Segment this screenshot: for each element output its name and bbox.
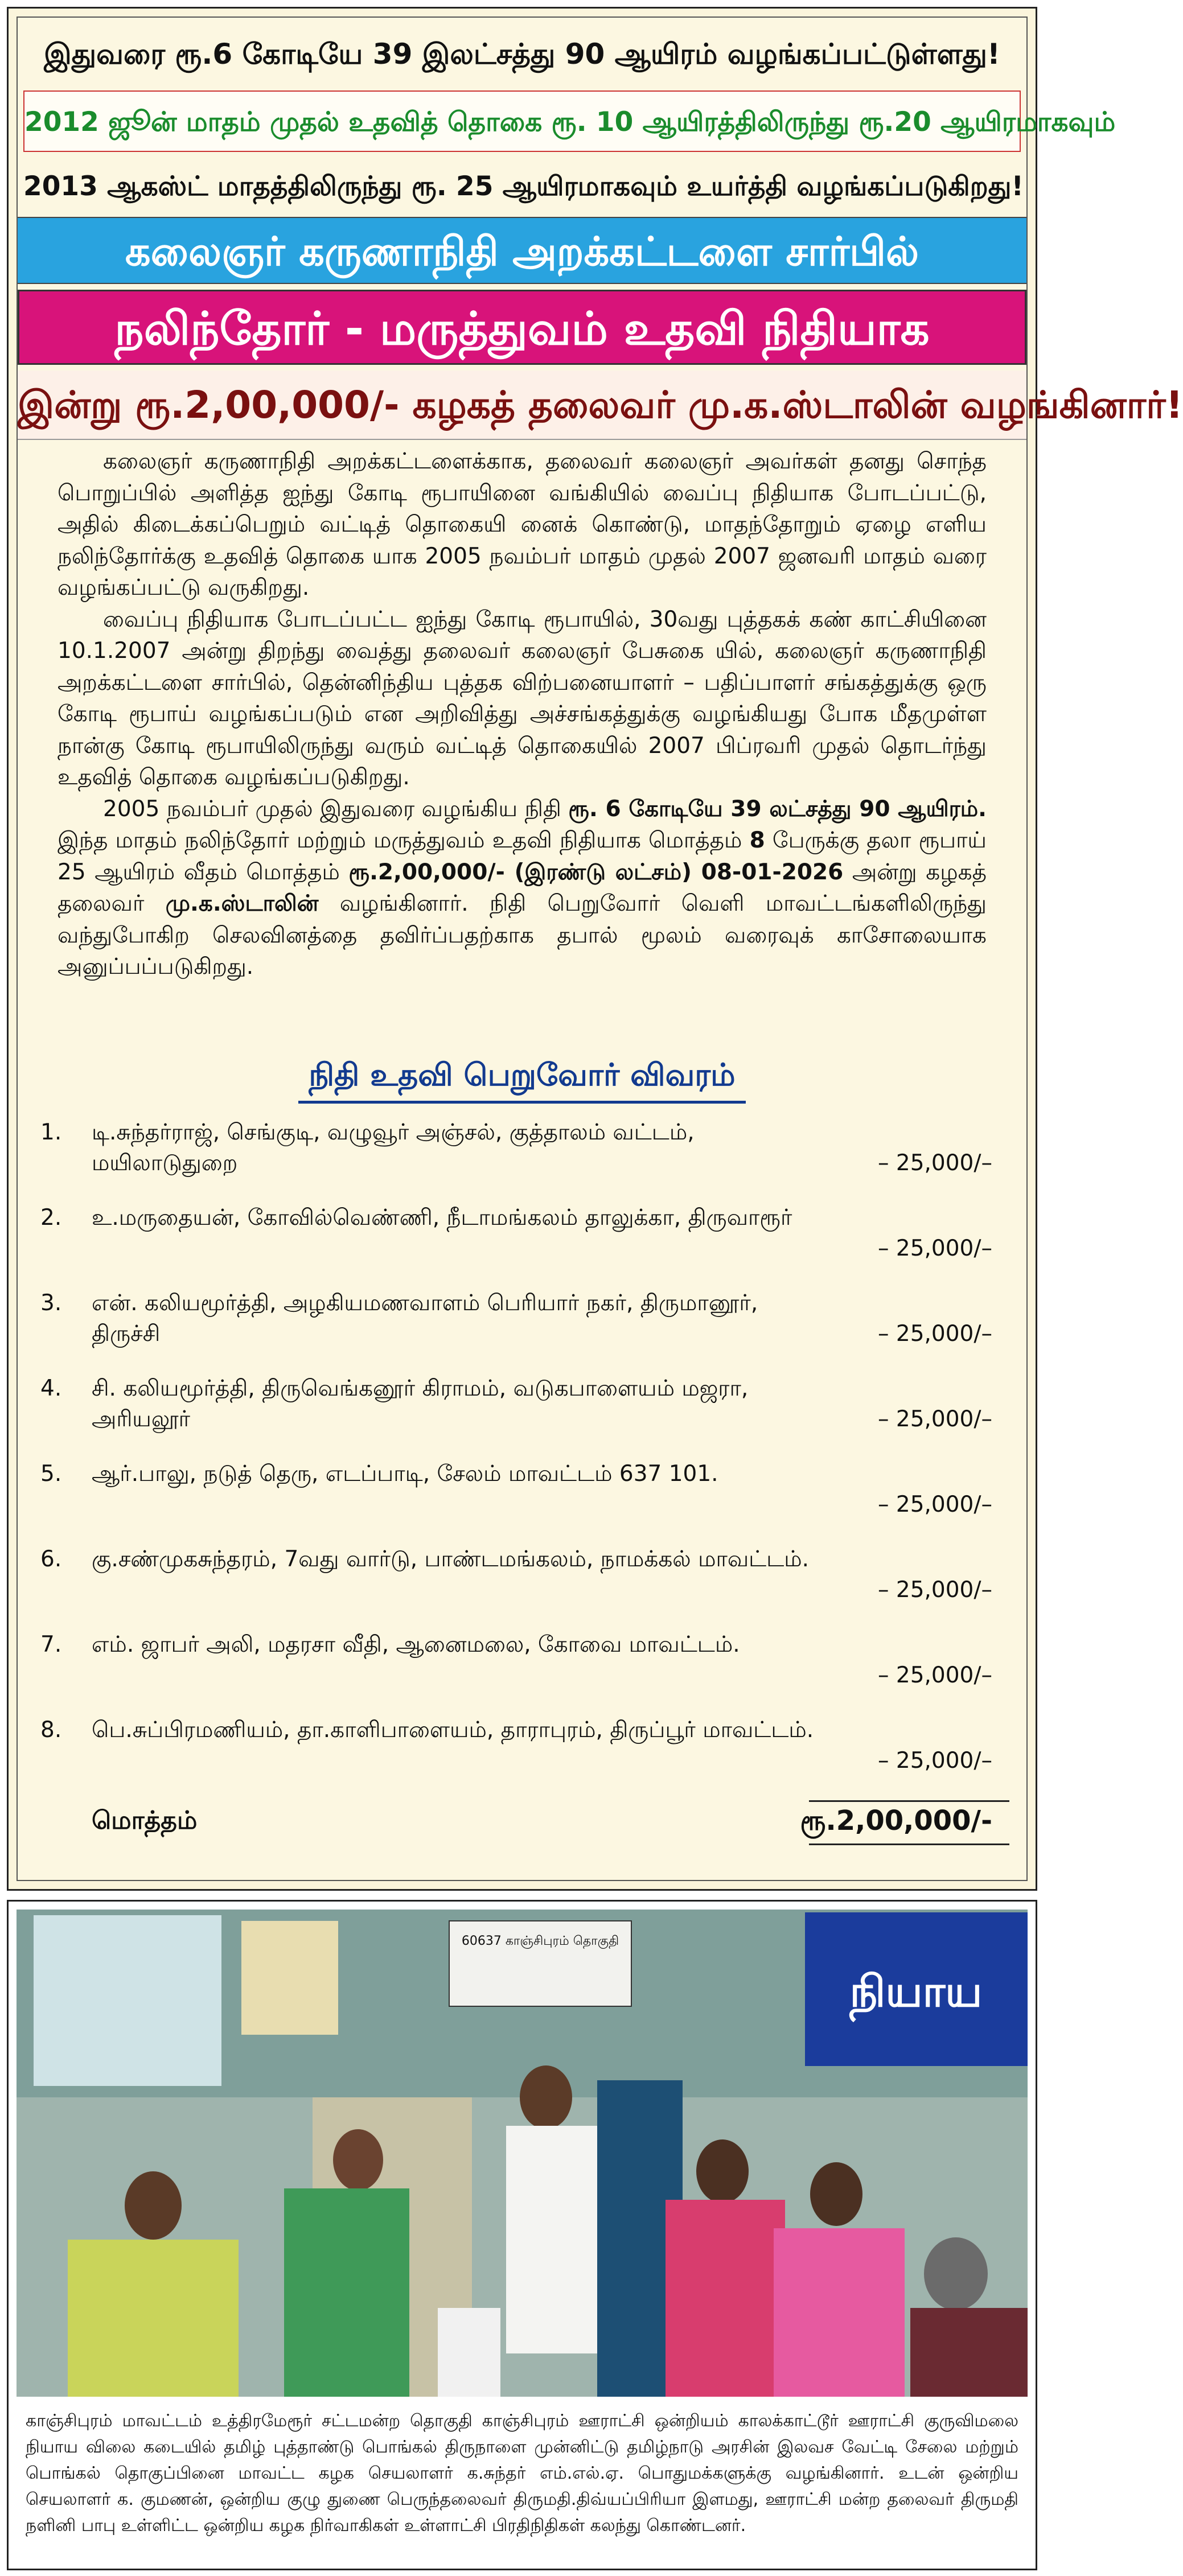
recipient-amount: – 25,000/– xyxy=(878,1236,992,1261)
list-item xyxy=(18,1544,1026,1629)
event-photo-illustration xyxy=(17,1910,1028,2397)
recipient-amount: – 25,000/– xyxy=(878,1150,992,1176)
paragraph-2: வைப்பு நிதியாக போடப்பட்ட ஐந்து கோடி ரூபாயில், 30வது புத்தகக் கண் காட்சியினை 10.1.2007 அன்று திறந்து வைத்து தலைவர் கலைஞர் பேசுகை யில், கலைஞர் கருணாநிதி அறக்கட்டளை சார்பில், தென்னிந்திய புத்தக விற்பனையாளர் – பதிப்பாளர் சங்கத்துக்கு ஒரு கோடி ரூபாய் வழங்கப்படும் என அறிவித்து அச்சங்கத்துக்கு வழங்கியது போக மீதமுள்ள நான்கு கோடி ரூபாயிலிருந்து வரும் வட்டித் தொகையில் 2007 பிப்ரவரி முதல் தொடர்ந்து உதவித் தொகை வழங்கப்படுகிறது. xyxy=(57,606,987,790)
item-number: 7. xyxy=(40,1632,62,1657)
headline-total-given: இதுவரை ரூ.6 கோடியே 39 இலட்சத்து 90 ஆயிரம் வழங்கப்பட்டுள்ளது! xyxy=(44,38,1000,71)
total-rule-bottom xyxy=(809,1843,1009,1845)
headline-2012-increase: 2012 ஜூன் மாதம் முதல் உதவித் தொகை ரூ. 10 ஆயிரத்திலிருந்து ரூ.20 ஆயிரமாகவும் xyxy=(23,90,1021,152)
list-item xyxy=(18,1288,1026,1373)
recipient-amount: – 25,000/– xyxy=(878,1577,992,1603)
item-number: 2. xyxy=(40,1205,62,1231)
banner-trust-name: கலைஞர் கருணாநிதி அறக்கட்டளை சார்பில் xyxy=(18,217,1026,284)
photo-sign-left-text: 60637 காஞ்சிபுரம் தொகுதி xyxy=(461,1934,619,1948)
item-number: 5. xyxy=(40,1461,62,1487)
recipient-amount: – 25,000/– xyxy=(878,1492,992,1517)
headline-2013-increase: 2013 ஆகஸ்ட் மாதத்திலிருந்து ரூ. 25 ஆயிரமாகவும் உயர்த்தி வழங்கப்படுகிறது! xyxy=(23,171,1024,202)
recipient-amount: – 25,000/– xyxy=(878,1663,992,1688)
article-frame xyxy=(17,17,1183,1881)
paragraph-1: கலைஞர் கருணாநிதி அறக்கட்டளைக்காக, தலைவர் கலைஞர் அவர்கள் தனது சொந்த பொறுப்பில் அளித்த ஐந்து கோடி ரூபாயினை வங்கியில் வைப்பு நிதியாக போடப்பட்டு, அதில் கிடைக்கப்பெறும் வட்டித் தொகையி னைக் கொண்டு, மாதந்தோறும் ஏழை எளிய நலிந்தோர்க்கு உதவித் தொகை யாக 2005 நவம்பர் மாதம் முதல் 2007 ஜனவரி மாதம் வரை வழங்கப்பட்டு வருகிறது. xyxy=(57,448,987,600)
item-number: 1. xyxy=(40,1120,62,1145)
recipient-details: சி. கலியமூர்த்தி, திருவெங்கனூர் கிராமம், வடுகபாளையம் மஜரா, அரியலூர் xyxy=(92,1376,749,1432)
item-number: 6. xyxy=(40,1546,62,1572)
recipient-details: எம். ஜாபர் அலி, மதரசா வீதி, ஆனைமலை, கோவை மாவட்டம். xyxy=(92,1632,740,1657)
total-rule-top xyxy=(809,1800,1009,1802)
photo-caption: காஞ்சிபுரம் மாவட்டம் உத்திரமேரூர் சட்டமன்ற தொகுதி காஞ்சிபுரம் ஊராட்சி ஒன்றியம் காலக்காட்டூர் ஊராட்சி குருவிமலை நியாய விலை கடையில் தமிழ் புத்தாண்டு பொங்கல் திருநாளை முன்னிட்டு தமிழ்நாடு அரசின் இலவச வேட்டி சேலை மற்றும் பொங்கல் தொகுப்பினை மாவட்ட கழக செயலாளர் க.சுந்தர் எம்.எல்.ஏ. பொதுமக்களுக்கு வழங்கினார். உடன் ஒன்றிய செயலாளர் க. குமணன், ஒன்றிய குழு துணை பெருந்தலைவர் திருமதி.திவ்யப்பிரியா இளமது, ஊராட்சி மன்ற தலைவர் திருமதி நளினி பாபு உள்ளிட்ட ஒன்றிய கழக நிர்வாகிகள் உள்ளாட்சி பிரதிநிதிகள் கலந்து கொண்டனர். xyxy=(26,2411,1018,2536)
recipient-amount: – 25,000/– xyxy=(878,1406,992,1432)
banner-aid-type: நலிந்தோர் - மருத்துவம் உதவி நிதியாக xyxy=(18,290,1026,365)
recipient-amount: – 25,000/– xyxy=(878,1321,992,1347)
recipient-details: பெ.சுப்பிரமணியம், தா.காளிபாளையம், தாராபுரம், திருப்பூர் மாவட்டம். xyxy=(92,1717,814,1743)
list-item xyxy=(18,1203,1026,1288)
event-photo xyxy=(17,1910,1028,2397)
total-value: ரூ.2,00,000/- xyxy=(800,1805,992,1837)
list-item xyxy=(18,1373,1026,1459)
recipient-details: டி.சுந்தர்ராஜ், செங்குடி, வழுவூர் அஞ்சல், குத்தாலம் வட்டம், மயிலாடுதுறை xyxy=(92,1120,695,1176)
section-title xyxy=(18,1055,1026,1104)
recipient-details: உ.மருதையன், கோவில்வெண்ணி, நீடாமங்கலம் தாலுக்கா, திருவாரூர் xyxy=(92,1205,792,1231)
recipient-amount: – 25,000/– xyxy=(878,1748,992,1773)
recipient-details: ஆர்.பாலு, நடுத் தெரு, எடப்பாடி, சேலம் மாவட்டம் 637 101. xyxy=(92,1461,718,1487)
list-item xyxy=(18,1117,1026,1203)
photo-sign-right-text: நியாய xyxy=(849,1966,983,2017)
recipients-heading: நிதி உதவி பெறுவோர் விவரம் xyxy=(298,1055,745,1104)
photo-block xyxy=(7,1900,1037,2570)
total-label: மொத்தம் xyxy=(92,1806,198,1835)
list-item xyxy=(18,1629,1026,1715)
article-body xyxy=(57,446,987,983)
total-row xyxy=(18,1800,1026,1851)
list-item xyxy=(18,1715,1026,1800)
paragraph-3: 2005 நவம்பர் முதல் இதுவரை வழங்கிய நிதி ரூ. 6 கோடியே 39 லட்சத்து 90 ஆயிரம். இந்த மாதம் நலிந்தோர் மற்றும் மருத்துவம் உதவி நிதியாக மொத்தம் 8 பேருக்கு தலா ரூபாய் 25 ஆயிரம் வீதம் மொத்தம் ரூ.2,00,000/- (இரண்டு லட்சம்) 08-01-2026 அன்று கழகத் தலைவர் மு.க.ஸ்டாலின் வழங்கினார். நிதி பெறுவோர் வெளி மாவட்டங்களிலிருந்து வந்துபோகிற செலவினத்தை தவிர்ப்பதற்காக தபால் மூலம் வரைவுக் காசோலையாக அனுப்பப்படுகிறது. xyxy=(57,796,987,980)
list-item xyxy=(18,1459,1026,1544)
item-number: 3. xyxy=(40,1290,62,1316)
item-number: 8. xyxy=(40,1717,62,1743)
recipient-details: கு.சண்முகசுந்தரம், 7வது வார்டு, பாண்டமங்கலம், நாமக்கல் மாவட்டம். xyxy=(92,1546,810,1572)
recipient-details: என். கலியமூர்த்தி, அழகியமணவாளம் பெரியார் நகர், திருமானூர், திருச்சி xyxy=(92,1290,758,1347)
banner-amount-today: இன்று ரூ.2,00,000/- கழகத் தலைவர் மு.க.ஸ்டாலின் வழங்கினார்! xyxy=(18,371,1026,440)
news-article xyxy=(7,7,1183,1891)
item-number: 4. xyxy=(40,1376,62,1401)
